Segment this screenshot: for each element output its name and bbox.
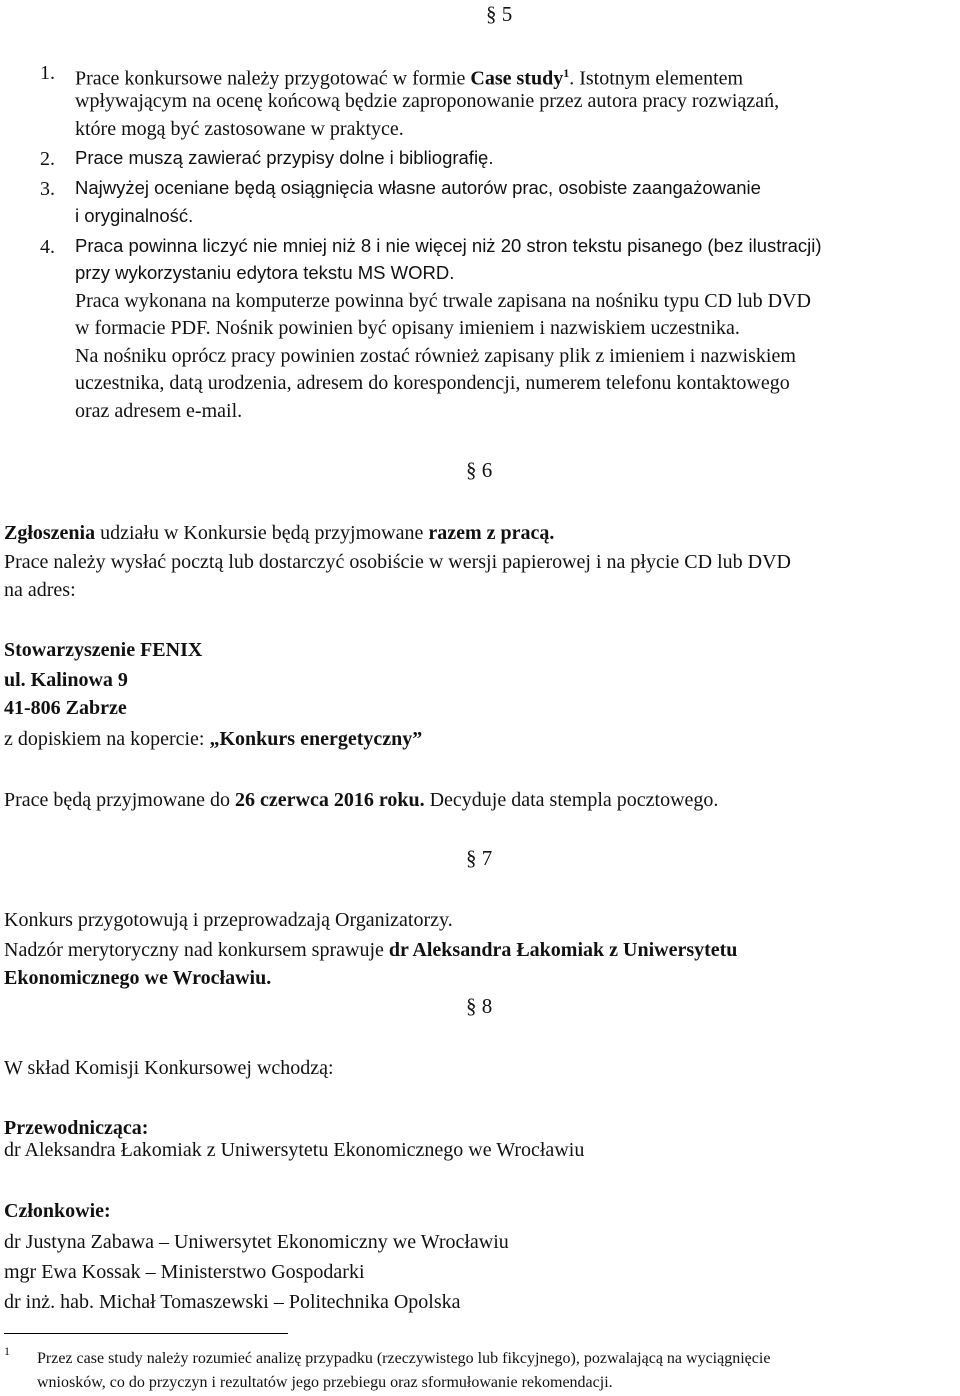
list-item-1-line-3: które mogą być zastosowane w praktyce. xyxy=(75,118,404,140)
member-3: dr inż. hab. Michał Tomaszewski – Politechnika Opolska xyxy=(4,1291,461,1313)
section-8-heading: § 8 xyxy=(466,994,493,1018)
section-5-heading: § 5 xyxy=(486,2,513,26)
supervision-line xyxy=(4,936,737,964)
address-city xyxy=(4,694,127,722)
submission-line xyxy=(4,519,554,547)
envelope-note-title: „Konkurs energetyczny” xyxy=(209,728,423,750)
footnote-line-2: wniosków, co do przyczyn i rezultatów jego przebiegu oraz sformułowanie rekomendacji. xyxy=(37,1374,613,1391)
street-name: ul. Kalinowa 9 xyxy=(4,669,128,691)
section-7-heading: § 7 xyxy=(466,846,493,870)
list-item-1-line-2: wpływającym na ocenę końcową będzie zaproponowanie przez autora pracy rozwiązań, xyxy=(75,90,780,112)
submission-text: udziału w Konkursie będą przyjmowane xyxy=(95,522,429,544)
list-item-4-line-2: przy wykorzystaniu edytora tekstu MS WORD. xyxy=(75,262,455,283)
footnote-line-1: Przez case study należy rozumieć analizę przypadku (rzeczywistego lub fikcyjnego), pozwalającą na wyciągnięcie xyxy=(37,1350,771,1367)
section-6-heading: § 6 xyxy=(466,458,493,482)
deadline-date: 26 czerwca 2016 roku. xyxy=(235,789,425,811)
supervisor-affiliation: Ekonomicznego we Wrocławiu. xyxy=(4,967,272,989)
list-item-4-line-4: w formacie PDF. Nośnik powinien być opisany imieniem i nazwiskiem uczestnika. xyxy=(75,317,740,339)
list-number-1: 1. xyxy=(40,62,55,84)
footnote-ref: 1 xyxy=(563,66,570,80)
footnote-mark: 1 xyxy=(4,1344,10,1358)
case-study-term: Case study xyxy=(470,67,564,90)
submission-with-work: razem z pracą. xyxy=(428,522,555,544)
list-item-4-line-1: Praca powinna liczyć nie mniej niż 8 i nie więcej niż 20 stron tekstu pisanego (bez ilustracji) xyxy=(75,235,822,256)
list-item-3-line-1: Najwyżej oceniane będą osiągnięcia własne autorów prac, osobiste zaangażowanie xyxy=(75,177,761,198)
address-street xyxy=(4,666,128,694)
envelope-note-text: z dopiskiem na kopercie: xyxy=(4,728,210,750)
list-item-1-text-a: Prace konkursowe należy przygotować w formie xyxy=(75,67,471,90)
chair-name: dr Aleksandra Łakomiak z Uniwersytetu Ekonomicznego we Wrocławiu xyxy=(4,1139,585,1161)
list-number-3: 3. xyxy=(40,178,55,200)
supervision-line-2 xyxy=(4,964,271,992)
supervisor-name: dr Aleksandra Łakomiak z Uniwersytetu xyxy=(388,939,738,961)
members-label xyxy=(4,1197,111,1225)
list-item-4-line-5: Na nośniku oprócz pracy powinien zostać również zapisany plik z imieniem i nazwiskiem xyxy=(75,345,796,367)
deadline-line xyxy=(4,786,718,814)
envelope-note xyxy=(4,725,422,753)
organizers-line: Konkurs przygotowują i przeprowadzają Organizatorzy. xyxy=(4,909,453,931)
deadline-text: Prace będą przyjmowane do xyxy=(4,789,236,811)
chair-label-text: Przewodnicząca: xyxy=(4,1117,149,1139)
member-2: mgr Ewa Kossak – Ministerstwo Gospodarki xyxy=(4,1261,365,1283)
committee-intro: W skład Komisji Konkursowej wchodzą: xyxy=(4,1057,334,1079)
list-item-1-text-c: . Istotnym elementem xyxy=(569,67,744,90)
list-number-4: 4. xyxy=(40,236,55,258)
member-1: dr Justyna Zabawa – Uniwersytet Ekonomiczny we Wrocławiu xyxy=(4,1231,509,1253)
address-organization xyxy=(4,636,202,664)
list-item-4-line-3: Praca wykonana na komputerze powinna być trwale zapisana na nośniku typu CD lub DVD xyxy=(75,290,811,312)
list-number-2: 2. xyxy=(40,148,55,170)
list-item-4-line-7: oraz adresem e-mail. xyxy=(75,400,243,422)
submission-term: Zgłoszenia xyxy=(4,522,96,544)
delivery-line-2: na adres: xyxy=(4,579,76,601)
list-item-4-line-6: uczestnika, datą urodzenia, adresem do korespondencji, numerem telefonu kontaktowego xyxy=(75,372,790,394)
city-name: 41-806 Zabrze xyxy=(4,697,127,719)
list-item-2: Prace muszą zawierać przypisy dolne i bibliografię. xyxy=(75,147,494,168)
delivery-line-1: Prace należy wysłać pocztą lub dostarczyć osobiście w wersji papierowej i na płycie CD lub DVD xyxy=(4,551,791,573)
members-label-text: Członkowie: xyxy=(4,1200,111,1222)
supervision-text: Nadzór merytoryczny nad konkursem sprawuje xyxy=(4,939,389,961)
organization-name: Stowarzyszenie FENIX xyxy=(4,639,203,661)
footnote-separator xyxy=(4,1333,288,1334)
deadline-postmark: Decyduje data stempla pocztowego. xyxy=(424,789,719,811)
list-item-3-line-2: i oryginalność. xyxy=(75,205,194,226)
